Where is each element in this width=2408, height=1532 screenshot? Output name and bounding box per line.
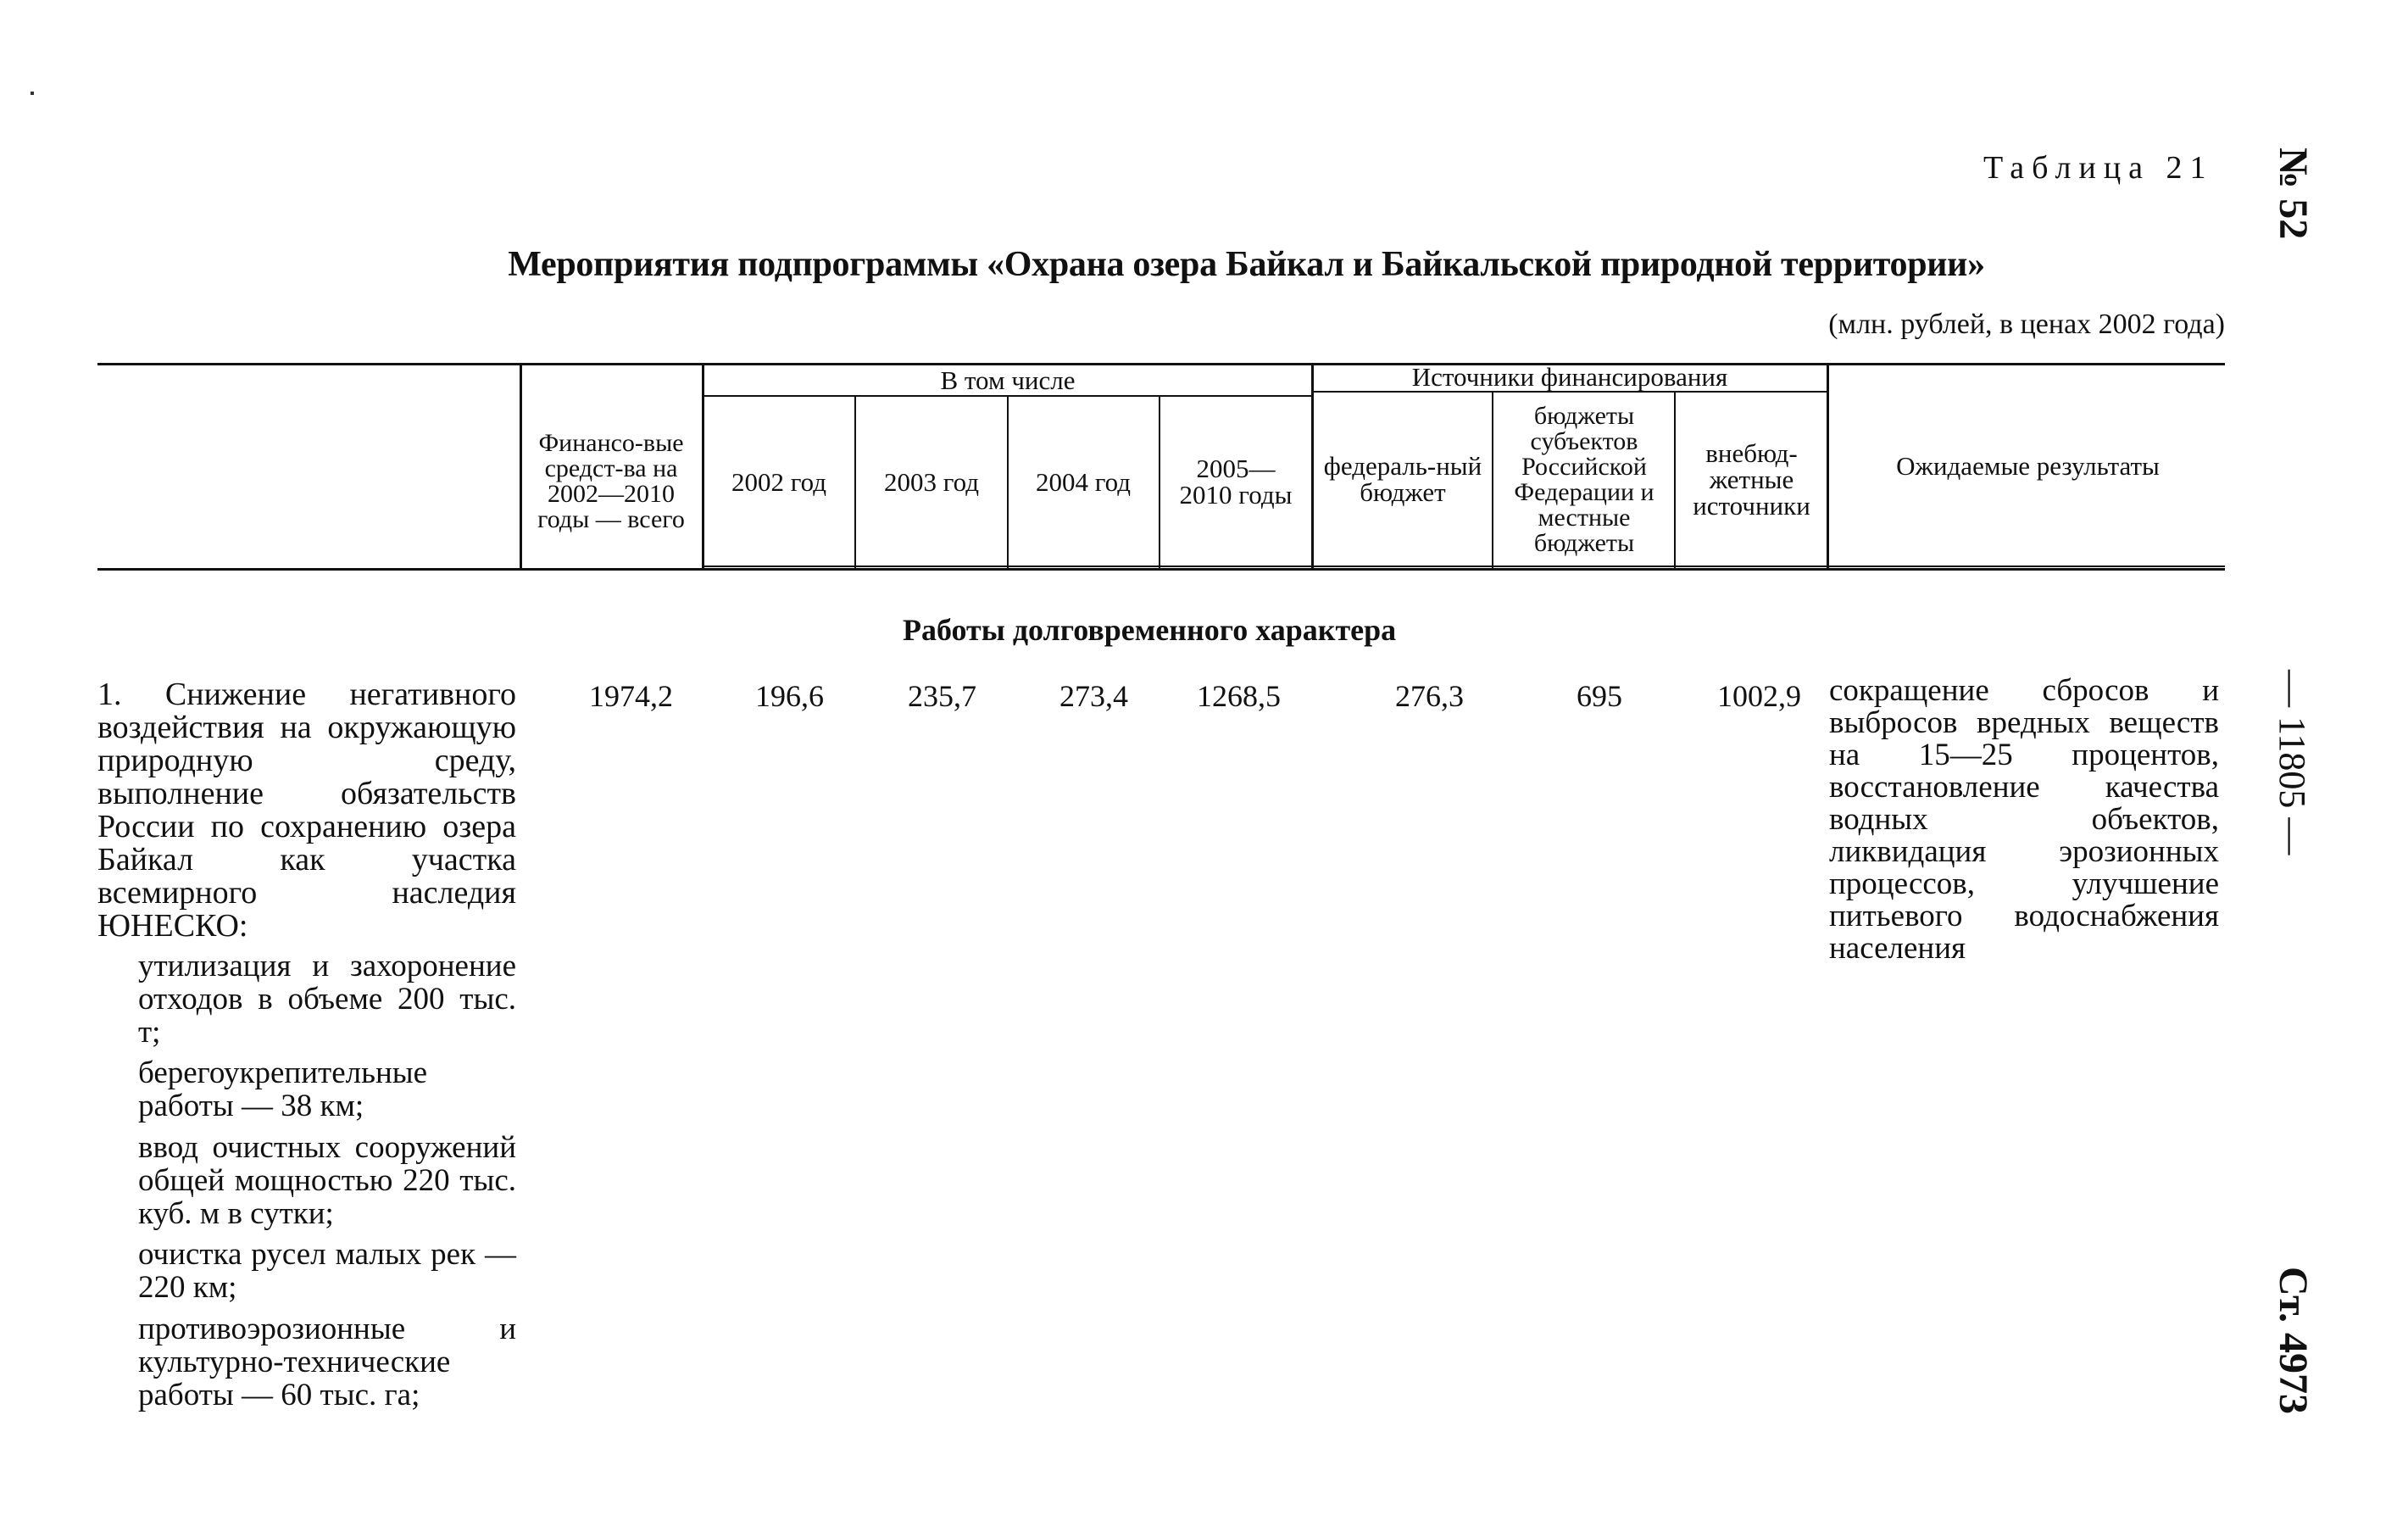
- col-divider-6: [1311, 363, 1314, 571]
- margin-article: Ст. 4973: [2271, 1267, 2316, 1414]
- sub-item-rivers: очистка русел малых рек — 220 км;: [138, 1237, 516, 1305]
- row1-federal: 276,3: [1395, 679, 1464, 713]
- col-divider-3: [854, 395, 856, 571]
- row1-2002: 196,6: [755, 679, 824, 713]
- sub-item-erosion: противоэрозионные и культурно-технические работы — 60 тыс. га;: [138, 1312, 516, 1412]
- header-group-sources: Источники финансирования: [1411, 361, 1728, 392]
- row1-description: 1. Снижение негативного воздействия на окружающую природную среду, выполнение обязательств России по сохранению озера Байкал как участка всемирного наследия ЮНЕСКО:: [97, 677, 516, 944]
- header-extra: внебюд-жетные источники: [1693, 437, 1810, 521]
- header-group-years: В том числе: [940, 365, 1076, 395]
- header-2005-2010: 2005— 2010 годы: [1179, 454, 1293, 510]
- scan-speck: [31, 92, 34, 95]
- sub-item-waste: утилизация и захоронение отходов в объеме 200 тыс. т;: [138, 949, 516, 1050]
- row1-result: сокращение сбросов и выбросов вредных веществ на 15—25 процентов, восстановление качества водных объектов, ликвидация эрозионных процессов, улучшение питьевого водоснабжения населения: [1829, 673, 2219, 966]
- row1-2005-2010: 1268,5: [1197, 679, 1281, 713]
- header-total: Финансо-вые средст-ва на 2002—2010 годы — всего: [537, 429, 685, 533]
- table-label: Таблица 21: [1983, 150, 2214, 186]
- col-divider-1: [520, 363, 522, 571]
- header-2002: 2002 год: [731, 466, 827, 497]
- header-bottom-rule: [97, 568, 2225, 571]
- col-divider-8: [1674, 391, 1676, 571]
- sub-item-treatment: ввод очистных сооружений общей мощностью 220 тыс. куб. м в сутки;: [138, 1130, 516, 1231]
- col-divider-7: [1492, 391, 1493, 571]
- row1-2004: 273,4: [1059, 679, 1128, 713]
- margin-page-code: — 11805 —: [2272, 670, 2313, 855]
- col-divider-4: [1007, 395, 1009, 571]
- row1-total: 1974,2: [589, 679, 673, 713]
- row1-extra: 1002,9: [1717, 679, 1801, 713]
- header-2003: 2003 год: [883, 466, 980, 497]
- header-federal: федераль-ный бюджет: [1323, 451, 1482, 507]
- row1-2003: 235,7: [908, 679, 976, 713]
- col-divider-5: [1159, 395, 1160, 571]
- col-divider-9: [1827, 363, 1829, 571]
- header-2004: 2004 год: [1035, 466, 1132, 497]
- sub-item-shore: берегоукрепительные работы — 38 км;: [138, 1056, 428, 1123]
- col-divider-2: [702, 363, 704, 571]
- margin-issue-number: № 52: [2271, 148, 2316, 240]
- header-results: Ожидаемые результаты: [1896, 450, 2160, 481]
- section-title: Работы долговременного характера: [903, 613, 1397, 647]
- table-title: Мероприятия подпрограммы «Охрана озера Байкал и Байкальской природной территории»: [508, 245, 1985, 284]
- units-note: (млн. рублей, в ценах 2002 года): [1828, 309, 2225, 340]
- row1-regional: 695: [1577, 679, 1622, 713]
- header-regional: бюджеты субъектов Российской Федерации и местные бюджеты: [1514, 402, 1654, 557]
